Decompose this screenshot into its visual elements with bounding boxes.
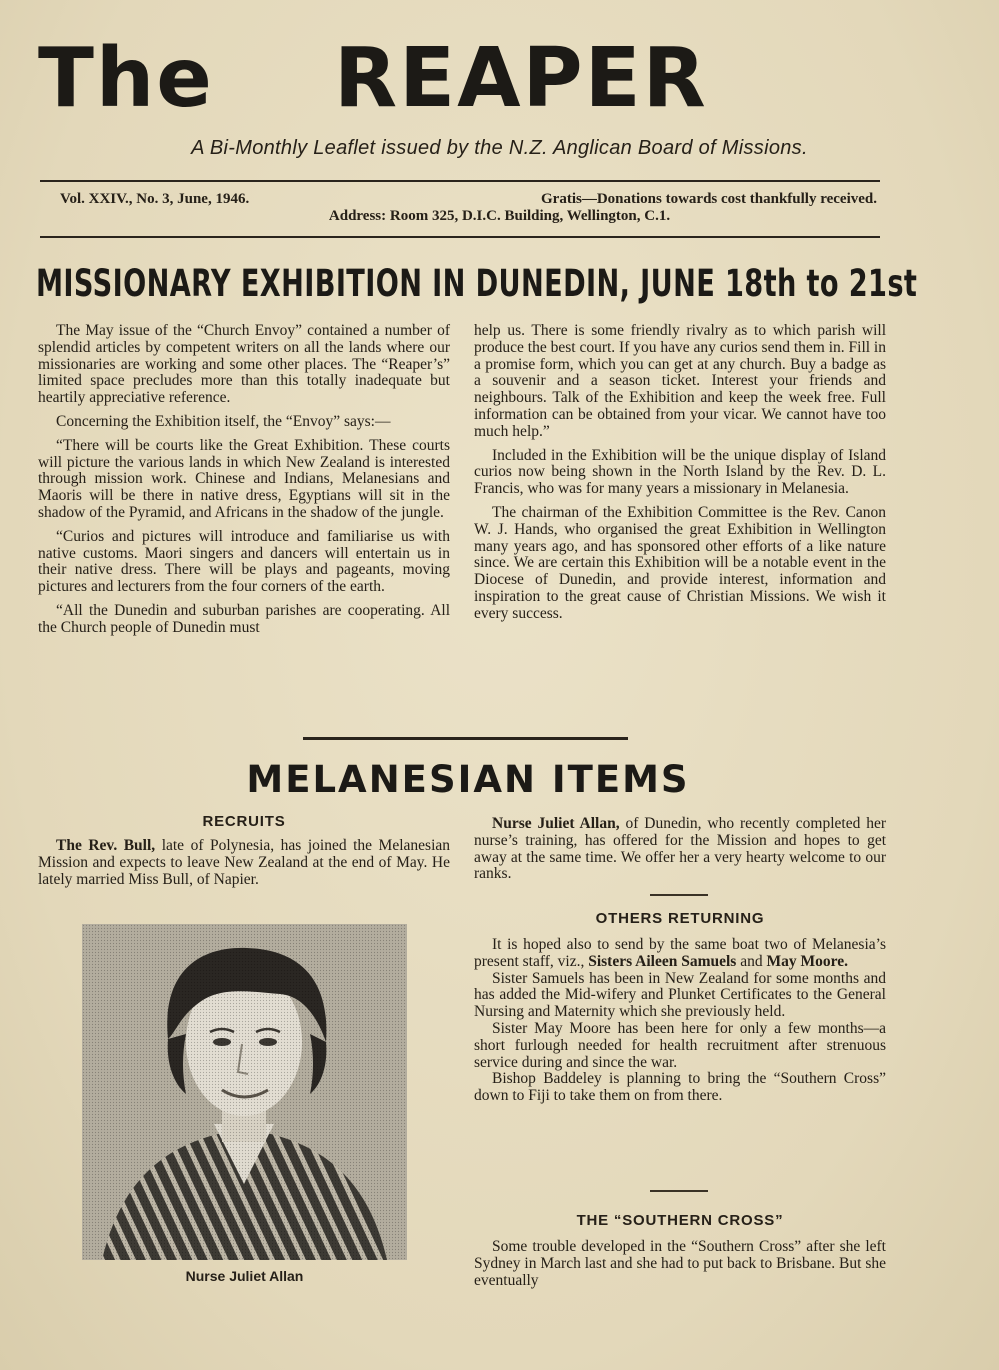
nurse-text: of Dunedin, who recently completed her nurse’s training, has offered for the Mission and hopes to get away at the same time. We offer her a very hearty welcome to our ranks. [474, 815, 887, 883]
rule-bottom [40, 236, 880, 238]
others-heading: OTHERS RETURNING [595, 910, 765, 927]
nurse-column [474, 816, 886, 890]
masthead-reaper: REAPER [333, 31, 708, 126]
exhibition-paragraph: The May issue of the “Church Envoy” contained a number of splendid articles by competent writers on all the lands where our missionaries are working and some other places. The “Reaper’s” limited space precludes more than this totally inadequate but heartily appreciative reference. [38, 322, 450, 407]
others-paragraph: Bishop Baddeley is planning to bring the “Southern Cross” down to Fiji to take them on from there. [474, 1070, 886, 1105]
subtitle: A Bi-Monthly Leaflet issued by the N.Z. Anglican Board of Missions. [191, 137, 808, 159]
recruits-name: The Rev. Bull, [56, 837, 156, 854]
southern-column [474, 1239, 886, 1296]
exhibition-paragraph: “Curios and pictures will introduce and familiarise us with native customs. Maori singers and dancers will entertain us in their native dress. There will be plays and pageants, moving pictures and lecturers from the four corners of the earth. [38, 527, 450, 596]
masthead [38, 31, 888, 126]
others-intro: It is hoped also to send by the same boat two of Melanesia’s present staff, viz., [474, 936, 886, 970]
recruits-column [38, 838, 450, 895]
exhibition-headline: MISSIONARY EXHIBITION IN DUNEDIN, JUNE 18th to 21st [36, 262, 918, 305]
others-names: Sisters Aileen Samuels [588, 952, 737, 970]
nurse-photo [82, 924, 407, 1260]
exhibition-paragraph: “There will be courts like the Great Exhibition. These courts will picture the various lands in which New Zealand is interested through mission work. Chinese and Indians, Melanesians and Maoris will be there in native dress, Egyptians will sit in the shadow of the Pyramid, and Africans in the shadow of the jungle. [38, 436, 450, 521]
others-paragraph: Sister Samuels has been in New Zealand for some months and has added the Mid-wifery and Plunket Certificates to the General Nursing and Maternity which she previously held. [474, 969, 886, 1021]
issue-volume: Vol. XXIV., No. 3, June, 1946. [60, 191, 250, 207]
masthead-the: The [38, 31, 214, 126]
issue-gratis: Gratis—Donations towards cost thankfully received. [541, 191, 877, 207]
exhibition-paragraph: Included in the Exhibition will be the unique display of Island curios now being shown in the North Island by the Rev. D. L. Francis, who was for many years a missionary in Melanesia. [474, 446, 886, 498]
rule-top [40, 180, 880, 182]
exhibition-paragraph: The chairman of the Exhibition Committee is the Rev. Canon W. J. Hands, who organised the great Exhibition in Wellington many years ago, and has sponsored other efforts of a like nature since. We are certain this Exhibition will be a notable event in the Diocese of Dunedin, and provide interest, information and inspiration to the great cause of Christian Missions. We wish it every success. [474, 503, 886, 622]
melanesian-title: MELANESIAN ITEMS [246, 758, 690, 801]
recruits-text: late of Polynesia, has joined the Melanesian Mission and expects to leave New Zealand at the end of May. He lately married Miss Bull, of Napier. [38, 837, 450, 888]
mini-divider [650, 894, 708, 896]
southern-text: Some trouble developed in the “Southern Cross” after she left Sydney in March last and she had to put back to Brisbane. But she eventually [474, 1238, 886, 1289]
exhibition-right-column [474, 323, 886, 630]
exhibition-paragraph: “All the Dunedin and suburban parishes are cooperating. All the Church people of Dunedin must [38, 601, 450, 636]
others-paragraph: Sister May Moore has been here for only a few months—a short furlough needed for health recruitment after strenuous service during and since the war. [474, 1019, 886, 1071]
exhibition-paragraph: Concerning the Exhibition itself, the “Envoy” says:— [56, 412, 391, 430]
recruits-heading: RECRUITS [202, 813, 286, 830]
exhibition-paragraph: help us. There is some friendly rivalry as to which parish will produce the best court. If you have any curios send them in. Fill in a promise form, which you can get at any church. Buy a badge as a souvenir and a season ticket. Interest your friends and neighbours. Talk of the Exhibition and keep the week free. Full information can be obtained from your vicar. We cannot have too much help.” [474, 322, 886, 440]
mini-divider [650, 1190, 708, 1192]
exhibition-left-column [38, 323, 450, 644]
others-name2: May Moore. [766, 952, 848, 970]
nurse-name: Nurse Juliet Allan, [492, 815, 620, 832]
others-and: and [736, 952, 767, 970]
section-divider [303, 737, 628, 740]
photo-caption: Nurse Juliet Allan [185, 1268, 304, 1284]
southern-heading: THE “SOUTHERN CROSS” [576, 1212, 784, 1229]
issue-address: Address: Room 325, D.I.C. Building, Wellington, C.1. [328, 208, 671, 224]
others-column [474, 937, 886, 1105]
